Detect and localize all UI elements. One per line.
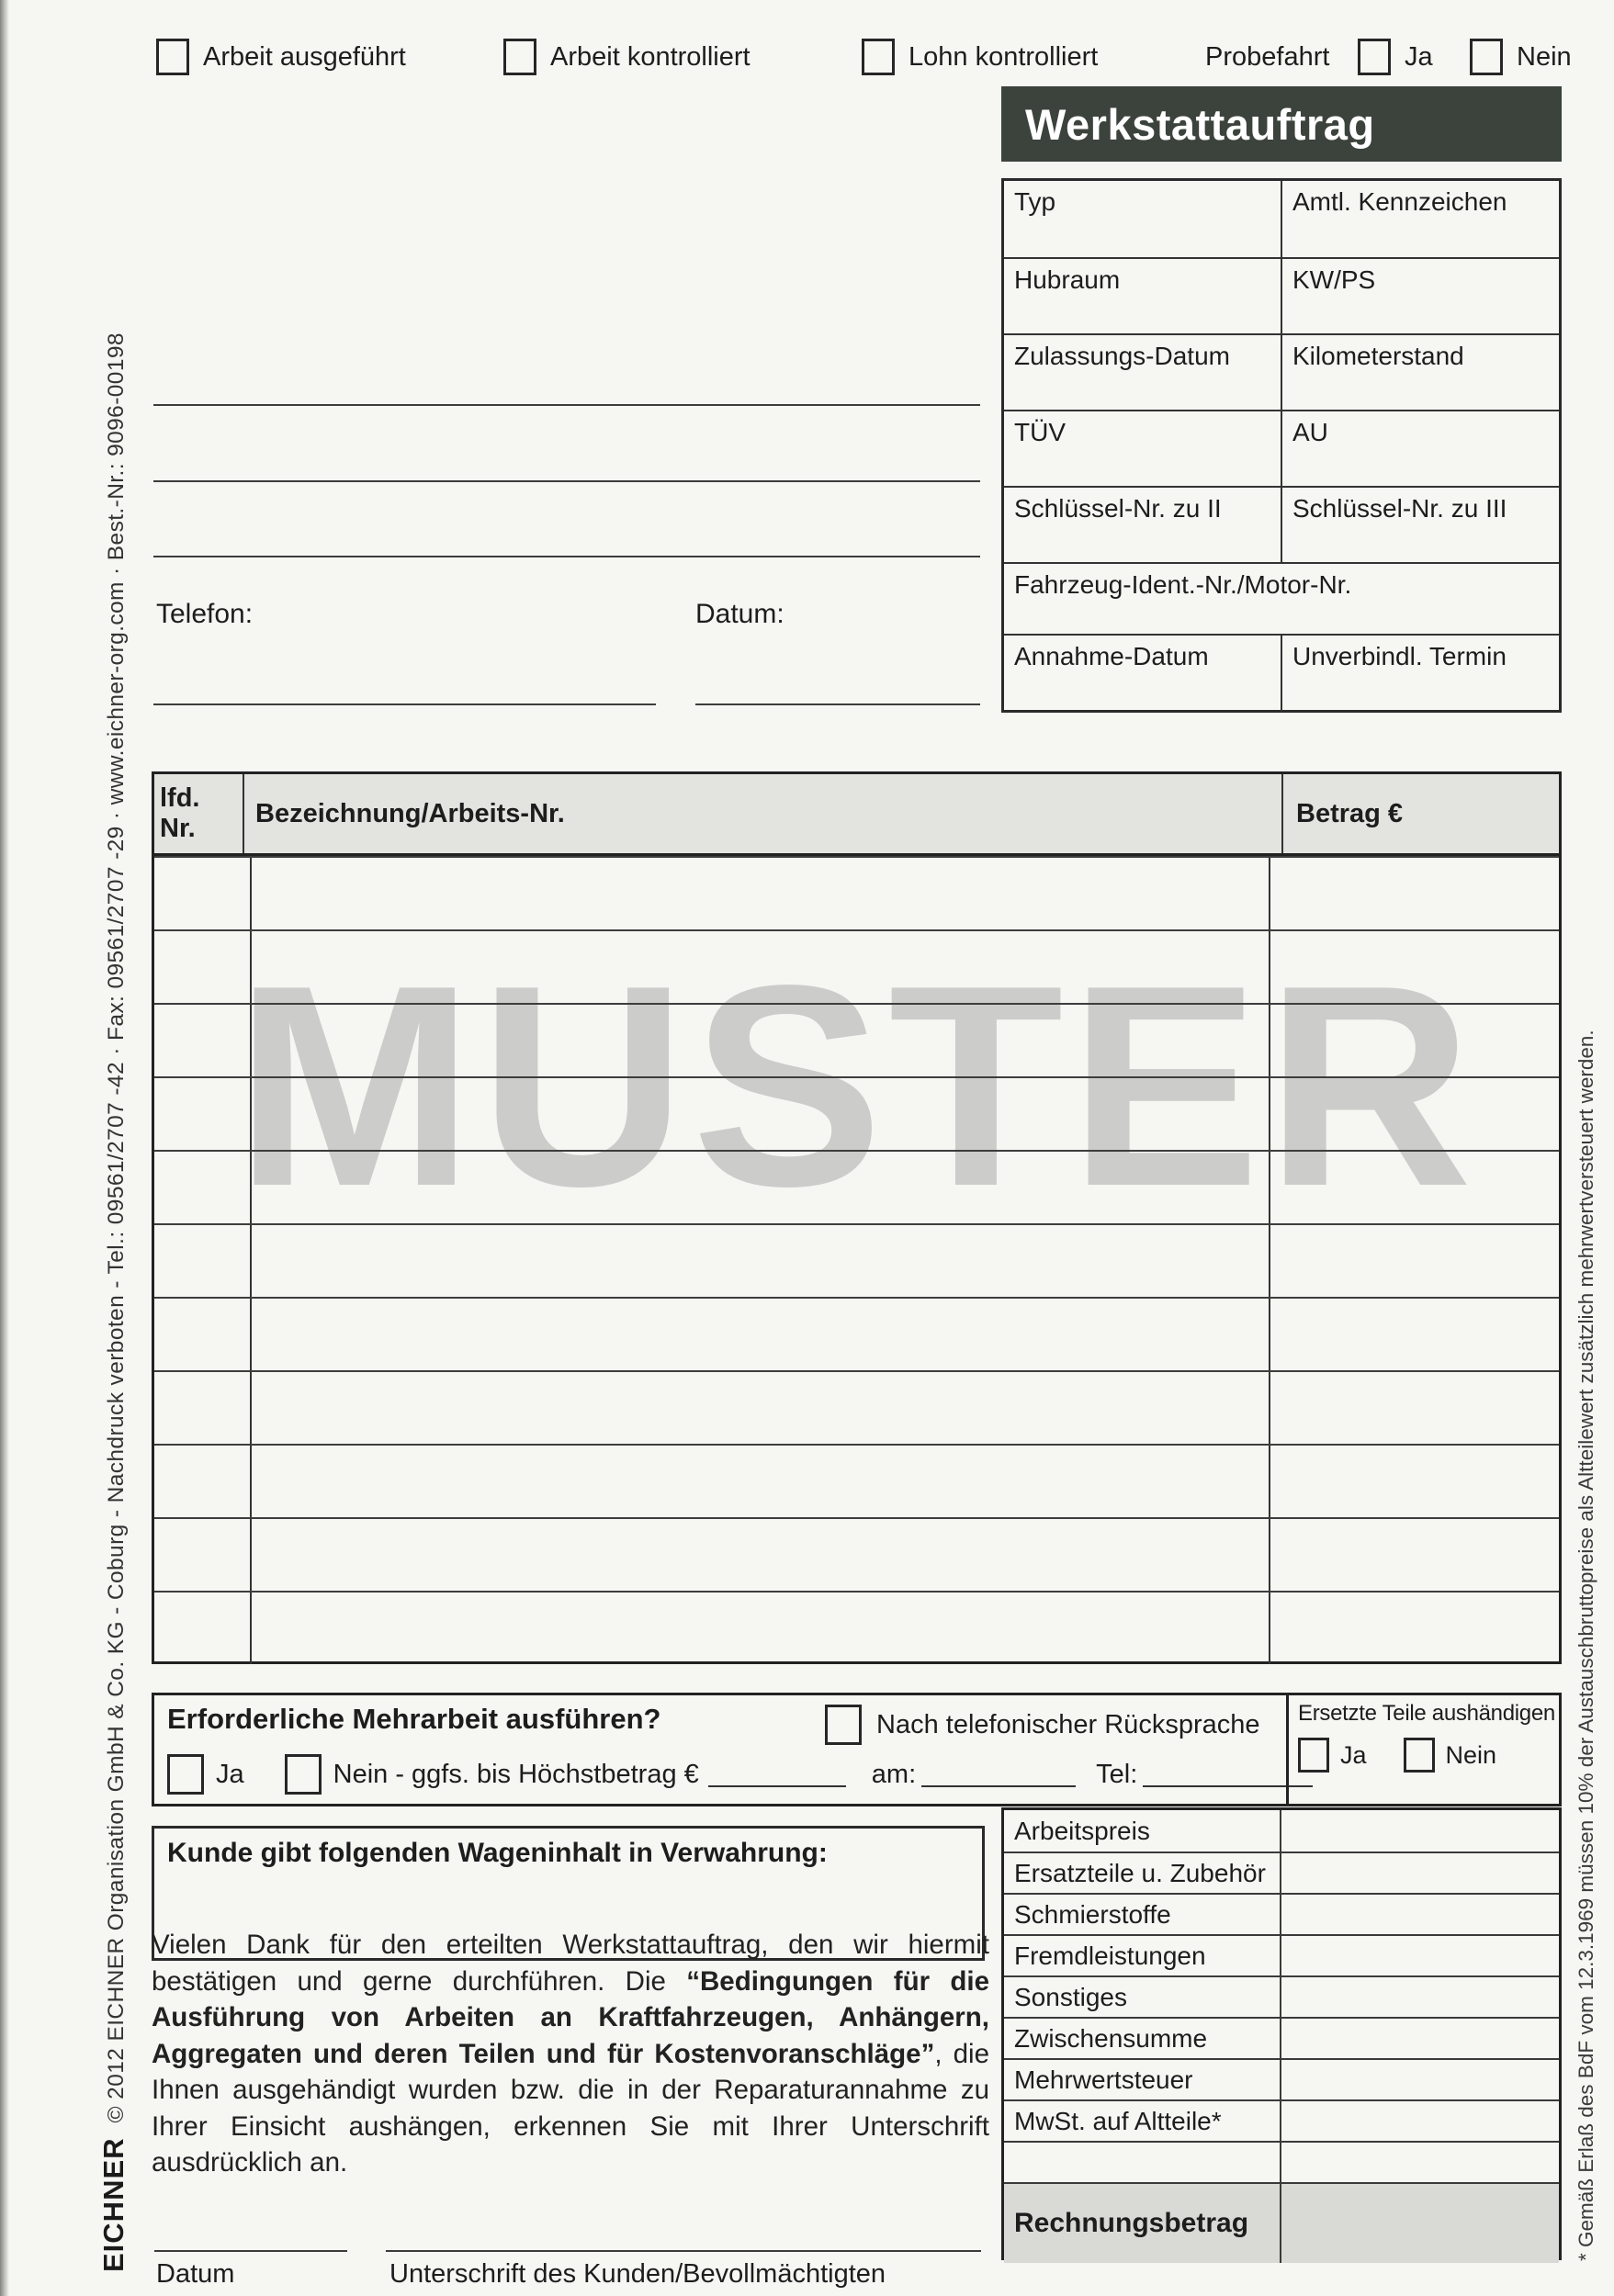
right-footnote-sidebar: * Gemäß Erlaß des BdF vom 12.3.1969 müssen 10% der Austauschbruttopreise als Altteilewert zusätzlich mehrwertversteuert werden. xyxy=(1574,1030,1597,2261)
field-label: Fahrzeug-Ident.-Nr./Motor-Nr. xyxy=(1014,570,1352,599)
ruecksprache-label: Nach telefonischer Rücksprache xyxy=(876,1709,1260,1739)
ruecksprache-group xyxy=(825,1705,1259,1745)
field-schluessel-3[interactable] xyxy=(1282,488,1559,562)
rechnungsbetrag-label: Rechnungsbetrag xyxy=(1004,2184,1281,2263)
field-label: KW/PS xyxy=(1292,265,1376,294)
checkbox-arbeit-ausgefuehrt[interactable] xyxy=(156,39,189,75)
mehrarbeit-options-row xyxy=(167,1754,1313,1795)
cell-betrag[interactable] xyxy=(1270,1593,1559,1664)
cell-nr[interactable] xyxy=(154,858,252,929)
cell-bezeichnung[interactable] xyxy=(252,1519,1270,1591)
cell-bezeichnung[interactable] xyxy=(252,1446,1270,1517)
column-header-lfd-nr: lfd. Nr. xyxy=(154,774,244,853)
cell-nr[interactable] xyxy=(154,1446,252,1517)
field-label: AU xyxy=(1292,418,1328,446)
ersetzte-teile-options xyxy=(1298,1738,1550,1773)
datum-fill-line[interactable] xyxy=(695,703,980,705)
cell-betrag[interactable] xyxy=(1270,1078,1559,1150)
price-row-rechnungsbetrag xyxy=(1004,2182,1559,2263)
cell-nr[interactable] xyxy=(154,1078,252,1150)
price-row-schmierstoffe xyxy=(1004,1893,1559,1934)
price-label: Ersatzteile u. Zubehör xyxy=(1004,1853,1281,1893)
field-label: Kilometerstand xyxy=(1292,342,1464,370)
price-label: Sonstiges xyxy=(1004,1977,1281,2017)
ersetzte-teile-title: Ersetzte Teile aushändigen xyxy=(1298,1701,1555,1726)
ersetzte-nein-label: Nein xyxy=(1445,1740,1497,1769)
order-row-8 xyxy=(154,1370,1559,1444)
field-label: Schlüssel-Nr. zu III xyxy=(1292,494,1507,523)
price-value-cell[interactable] xyxy=(1281,1895,1559,1934)
field-kilometerstand[interactable] xyxy=(1282,335,1559,410)
cell-nr[interactable] xyxy=(154,1519,252,1591)
field-label: Annahme-Datum xyxy=(1014,642,1209,670)
customer-address-line-2[interactable] xyxy=(153,480,980,482)
price-label: Zwischensumme xyxy=(1004,2019,1281,2058)
scan-edge-shadow xyxy=(0,0,9,2296)
order-table-header xyxy=(154,774,1559,856)
field-au[interactable] xyxy=(1282,411,1559,486)
cell-bezeichnung[interactable] xyxy=(252,1299,1270,1370)
price-value-cell[interactable] xyxy=(1281,1810,1559,1851)
cell-betrag[interactable] xyxy=(1270,1519,1559,1591)
cell-bezeichnung[interactable] xyxy=(252,858,1270,929)
price-value-cell[interactable] xyxy=(1281,2060,1559,2099)
terms-text-bold: “Bedingungen für die Ausführung von Arbeiten an Kraftfahrzeugen, Anhängern, Aggregaten und deren Teilen und für Kostenvoranschläge” xyxy=(152,1965,989,2069)
left-imprint-sidebar xyxy=(97,332,130,2272)
price-row-fremdleistungen xyxy=(1004,1934,1559,1975)
form-title: Werkstattauftrag xyxy=(1001,86,1562,162)
tel-label: Tel: xyxy=(1096,1759,1138,1789)
signature-customer-label: Unterschrift des Kunden/Bevollmächtigten xyxy=(389,2259,886,2289)
price-value-cell[interactable] xyxy=(1281,1936,1559,1975)
field-label: Zulassungs-Datum xyxy=(1014,342,1230,370)
cell-betrag[interactable] xyxy=(1270,1446,1559,1517)
cell-nr[interactable] xyxy=(154,931,252,1003)
field-kennzeichen[interactable] xyxy=(1282,181,1559,257)
check-group-lohn-kontrolliert xyxy=(862,39,1098,75)
checkbox-label-arbeit-kontrolliert: Arbeit kontrolliert xyxy=(550,41,751,72)
hoechstbetrag-fill-line[interactable] xyxy=(708,1761,846,1787)
cell-nr[interactable] xyxy=(154,1225,252,1297)
cell-bezeichnung[interactable] xyxy=(252,1593,1270,1664)
field-label: Schlüssel-Nr. zu II xyxy=(1014,494,1222,523)
order-row-5 xyxy=(154,1150,1559,1223)
terms-text-pre: Vielen Dank für den erteilten Werkstattauftrag, den wir hiermit bestätigen und gerne durchführen. Die xyxy=(152,1930,989,1997)
check-group-arbeit-kontrolliert xyxy=(503,39,751,75)
cell-bezeichnung[interactable] xyxy=(252,931,1270,1003)
price-value-cell[interactable] xyxy=(1281,2019,1559,2058)
checkbox-label-probefahrt-nein: Nein xyxy=(1517,41,1572,72)
field-tuev[interactable] xyxy=(1004,411,1282,486)
order-row-2 xyxy=(154,929,1559,1003)
price-row-sonstiges xyxy=(1004,1975,1559,2017)
cell-betrag[interactable] xyxy=(1270,931,1559,1003)
datum-label: Datum: xyxy=(695,599,784,629)
wageninhalt-title: Kunde gibt folgenden Wageninhalt in Verwahrung: xyxy=(167,1838,828,1868)
field-kwps[interactable] xyxy=(1282,259,1559,333)
field-label: TÜV xyxy=(1014,418,1066,446)
cell-betrag[interactable] xyxy=(1270,1225,1559,1297)
order-row-6 xyxy=(154,1223,1559,1297)
checkbox-ruecksprache[interactable] xyxy=(825,1705,862,1745)
order-row-3 xyxy=(154,1003,1559,1076)
rechnungsbetrag-value-cell[interactable] xyxy=(1281,2184,1559,2263)
muster-watermark: MUSTER xyxy=(234,927,1479,1246)
checkbox-mehrarbeit-nein[interactable] xyxy=(285,1754,322,1795)
cell-bezeichnung[interactable] xyxy=(252,1152,1270,1223)
customer-address-line-1[interactable] xyxy=(153,404,980,406)
price-label: Fremdleistungen xyxy=(1004,1936,1281,1975)
field-fahrzeug-ident-nr[interactable] xyxy=(1004,564,1559,634)
cell-betrag[interactable] xyxy=(1270,858,1559,929)
cell-nr[interactable] xyxy=(154,1152,252,1223)
cell-betrag[interactable] xyxy=(1270,1005,1559,1076)
signature-line[interactable] xyxy=(386,2250,981,2252)
field-label: Typ xyxy=(1014,187,1056,216)
checkbox-probefahrt-ja[interactable] xyxy=(1358,39,1391,75)
checkbox-mehrarbeit-ja[interactable] xyxy=(167,1754,204,1795)
check-group-probefahrt-ja xyxy=(1358,39,1433,75)
price-value-cell[interactable] xyxy=(1281,1977,1559,2017)
price-value-cell[interactable] xyxy=(1281,1853,1559,1893)
order-row-7 xyxy=(154,1297,1559,1370)
price-row-mwst-altteile xyxy=(1004,2099,1559,2141)
price-label: Arbeitspreis xyxy=(1004,1810,1281,1851)
order-table-body xyxy=(154,856,1559,1664)
cell-bezeichnung[interactable] xyxy=(252,1078,1270,1150)
order-row-11 xyxy=(154,1591,1559,1664)
check-group-probefahrt-nein xyxy=(1470,39,1572,75)
eichner-brand-logo: EICHNER xyxy=(97,2137,130,2272)
order-row-10 xyxy=(154,1517,1559,1591)
field-hubraum[interactable] xyxy=(1004,259,1282,333)
customer-address-line-3[interactable] xyxy=(153,556,980,557)
order-row-9 xyxy=(154,1444,1559,1517)
checkbox-label-lohn-kontrolliert: Lohn kontrolliert xyxy=(909,41,1099,72)
price-value-cell[interactable] xyxy=(1281,2101,1559,2141)
checkbox-ersetzte-nein[interactable] xyxy=(1404,1738,1435,1773)
am-fill-line[interactable] xyxy=(921,1761,1076,1787)
ersetzte-teile-box xyxy=(1286,1695,1559,1804)
am-label: am: xyxy=(871,1759,917,1789)
cell-betrag[interactable] xyxy=(1270,1299,1559,1370)
price-row-arbeitspreis xyxy=(1004,1810,1559,1851)
vehicle-data-table xyxy=(1001,178,1562,713)
cell-bezeichnung[interactable] xyxy=(252,1372,1270,1444)
price-label-empty xyxy=(1004,2143,1281,2182)
cell-bezeichnung[interactable] xyxy=(252,1005,1270,1076)
price-label: Schmierstoffe xyxy=(1004,1895,1281,1934)
field-label: Hubraum xyxy=(1014,265,1121,294)
field-zulassungsdatum[interactable] xyxy=(1004,335,1282,410)
terms-paragraph xyxy=(152,1927,989,2181)
price-row-empty xyxy=(1004,2141,1559,2182)
checkbox-label-probefahrt-ja: Ja xyxy=(1405,41,1433,72)
price-summary-table xyxy=(1001,1807,1562,2260)
signature-date-line[interactable] xyxy=(154,2250,347,2252)
cell-bezeichnung[interactable] xyxy=(252,1225,1270,1297)
mehrarbeit-nein-label: Nein - ggfs. bis Höchstbetrag € xyxy=(333,1759,699,1789)
telefon-fill-line[interactable] xyxy=(153,703,656,705)
checkbox-ersetzte-ja[interactable] xyxy=(1298,1738,1329,1773)
field-unverbindl-termin[interactable] xyxy=(1282,636,1559,711)
cell-betrag[interactable] xyxy=(1270,1152,1559,1223)
column-header-betrag: Betrag € xyxy=(1296,798,1404,828)
probefahrt-label: Probefahrt xyxy=(1205,42,1330,72)
telefon-label: Telefon: xyxy=(156,599,254,629)
imprint-text: © 2012 EICHNER Organisation GmbH & Co. KG - Coburg - Nachdruck verboten - Tel.: 09561/2707 -42 · Fax: 09561/2707 -29 · www.eichner-org.com · Best.-Nr.: 9096-00198 xyxy=(104,332,129,2123)
price-row-zwischensumme xyxy=(1004,2017,1559,2058)
ersetzte-ja-label: Ja xyxy=(1340,1740,1367,1769)
field-schluessel-2[interactable] xyxy=(1004,488,1282,562)
cell-nr[interactable] xyxy=(154,1593,252,1664)
checkbox-label-arbeit-ausgefuehrt: Arbeit ausgeführt xyxy=(203,41,406,72)
cell-betrag[interactable] xyxy=(1270,1372,1559,1444)
order-row-1 xyxy=(154,856,1559,929)
order-row-4 xyxy=(154,1076,1559,1150)
mehrarbeit-title: Erforderliche Mehrarbeit ausführen? xyxy=(167,1703,661,1735)
order-items-table xyxy=(152,771,1562,1664)
mehrarbeit-ja-label: Ja xyxy=(216,1759,244,1789)
cell-nr[interactable] xyxy=(154,1005,252,1076)
check-group-arbeit-ausgefuehrt xyxy=(156,39,406,75)
checkbox-arbeit-kontrolliert[interactable] xyxy=(503,39,536,75)
checkbox-probefahrt-nein[interactable] xyxy=(1470,39,1503,75)
field-label: Unverbindl. Termin xyxy=(1292,642,1507,670)
cell-nr[interactable] xyxy=(154,1372,252,1444)
price-value-cell[interactable] xyxy=(1281,2143,1559,2182)
price-row-ersatzteile xyxy=(1004,1851,1559,1893)
terms-text-post: , die Ihnen ausgehändigt wurden bzw. die in der Reparaturannahme zu Ihrer Einsicht aushängen, erkennen Sie mit Ihrer Unterschrift ausdrücklich an. xyxy=(152,2038,990,2178)
field-label: Amtl. Kennzeichen xyxy=(1292,187,1507,216)
column-header-bezeichnung: Bezeichnung/Arbeits-Nr. xyxy=(244,774,1283,853)
field-typ[interactable] xyxy=(1004,181,1282,257)
price-label: MwSt. auf Altteile* xyxy=(1004,2101,1281,2141)
signature-date-label: Datum xyxy=(156,2259,235,2289)
field-annahme-datum[interactable] xyxy=(1004,636,1282,711)
price-row-mehrwertsteuer xyxy=(1004,2058,1559,2099)
mehrarbeit-section xyxy=(152,1693,1562,1806)
cell-nr[interactable] xyxy=(154,1299,252,1370)
price-label: Mehrwertsteuer xyxy=(1004,2060,1281,2099)
checkbox-lohn-kontrolliert[interactable] xyxy=(862,39,895,75)
